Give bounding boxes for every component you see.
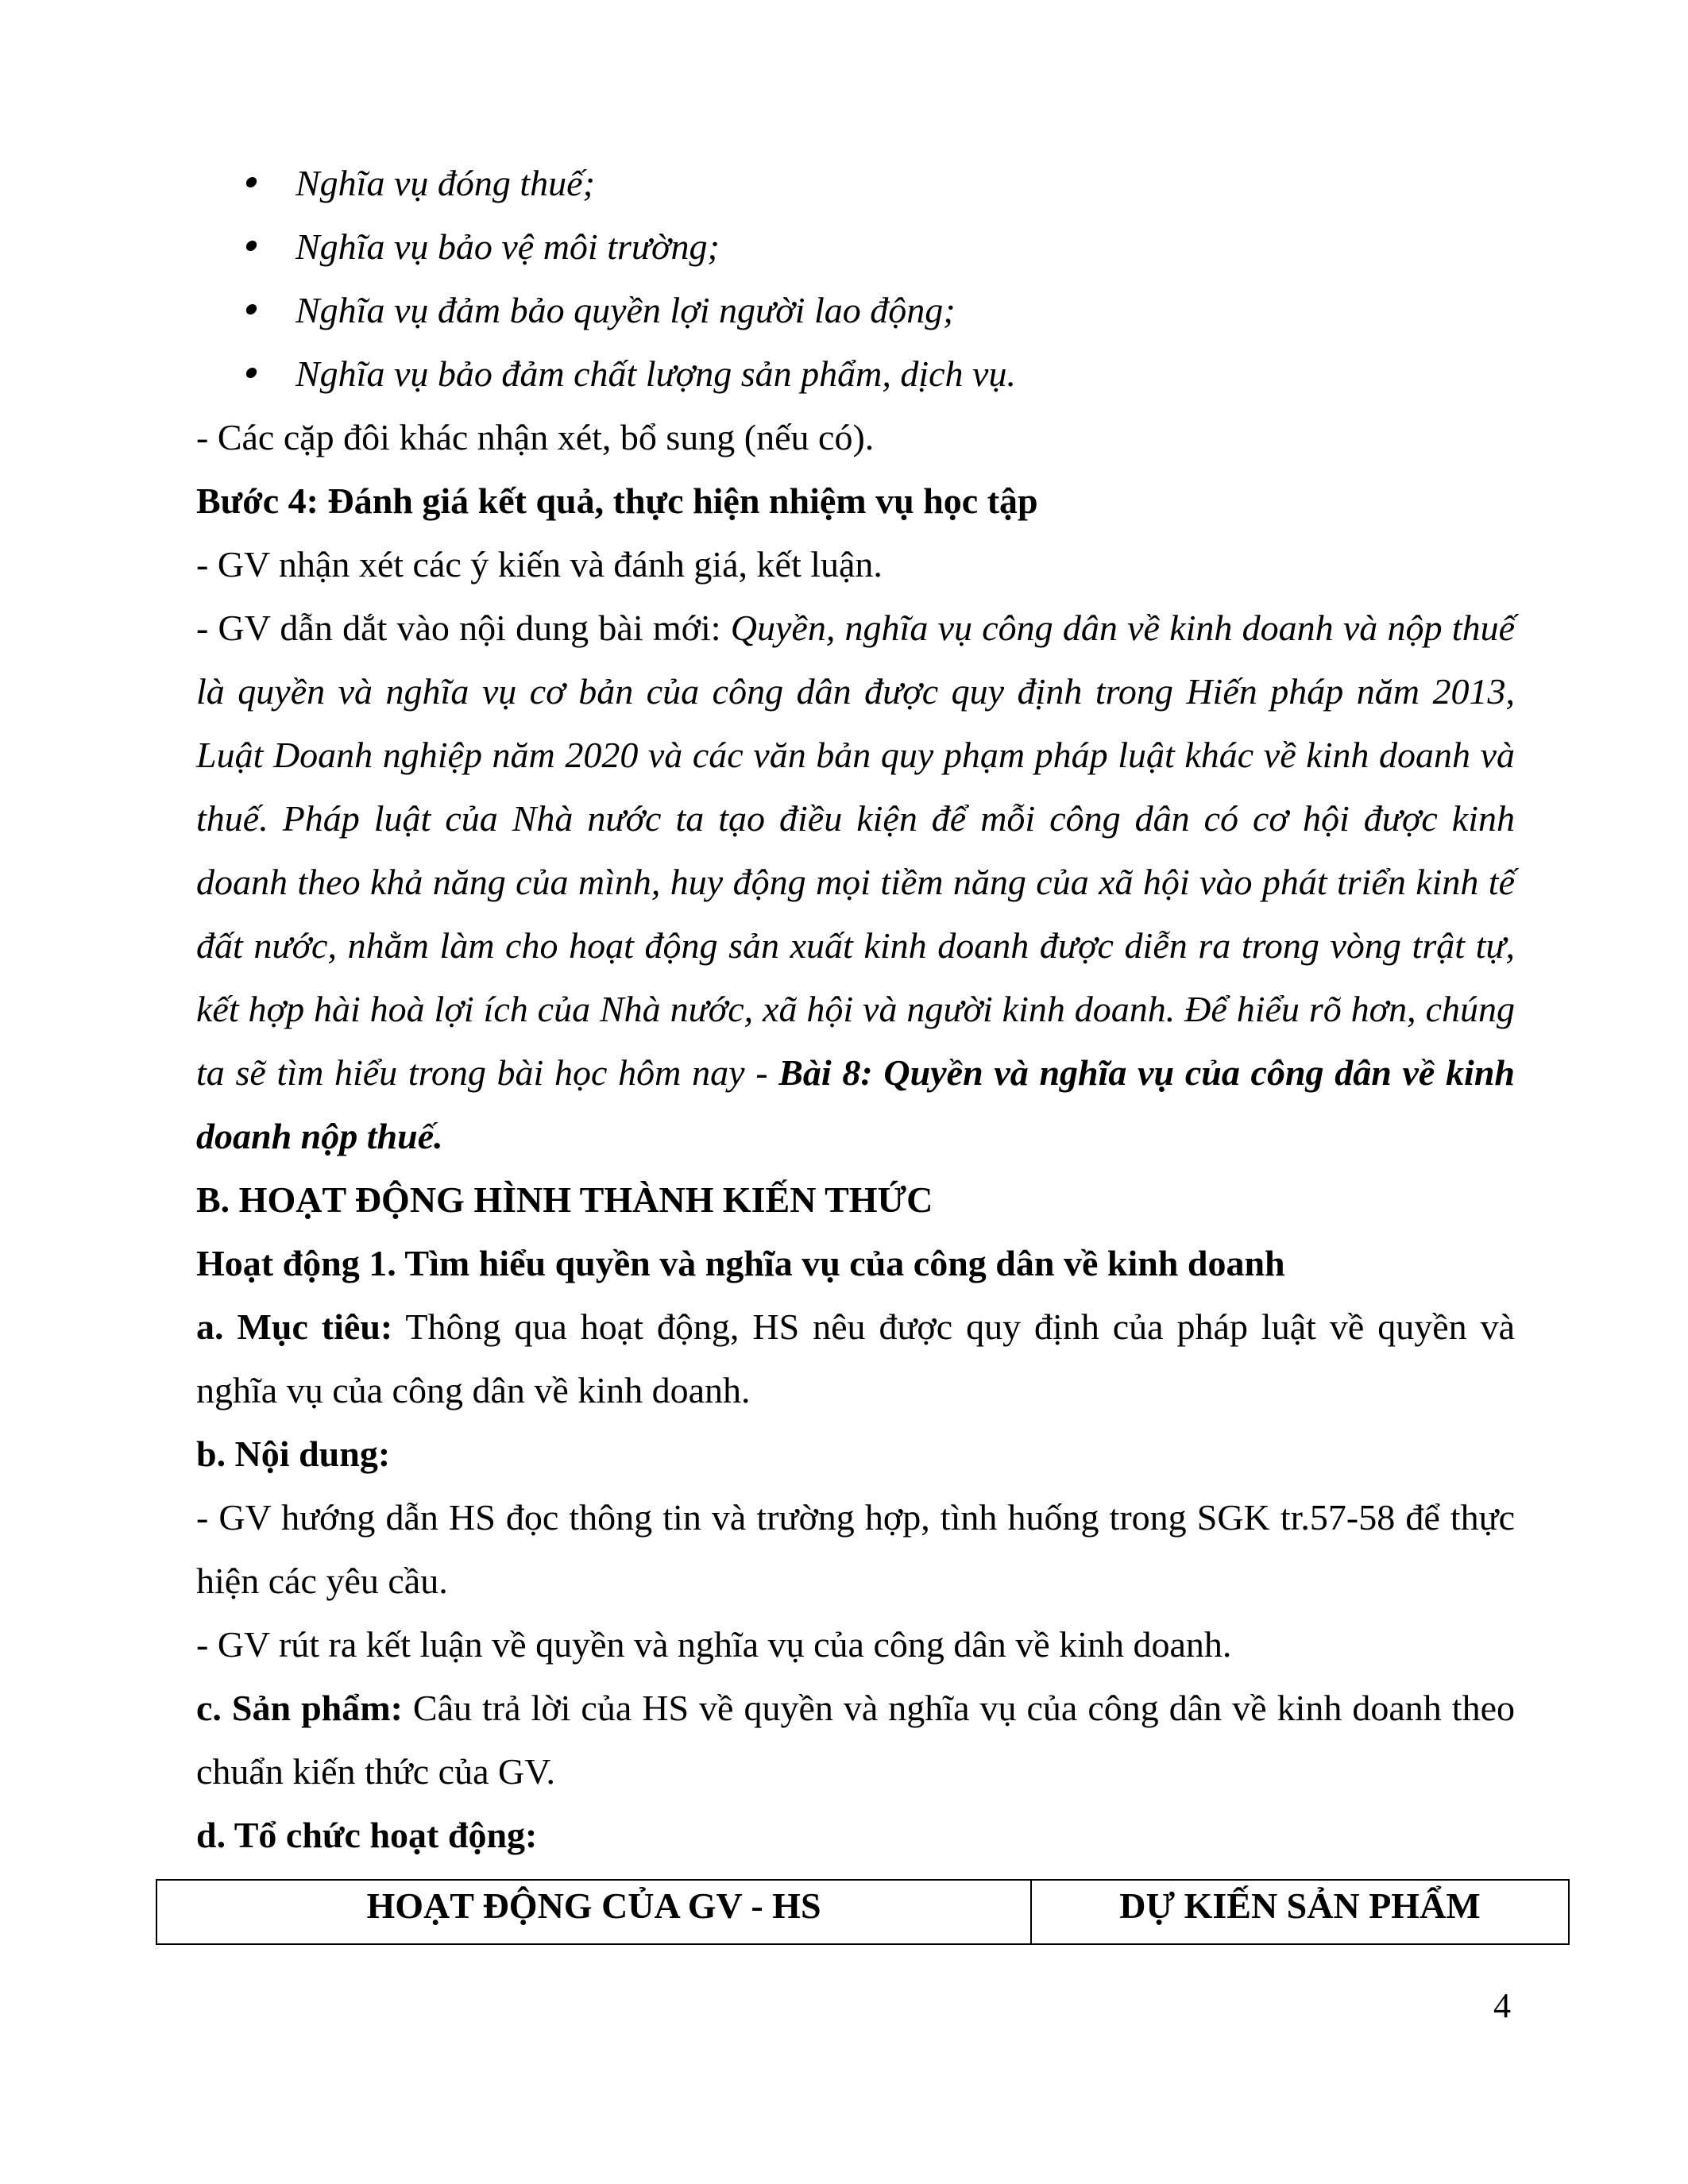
activity1-heading: Hoạt động 1. Tìm hiểu quyền và nghĩa vụ của công dân về kinh doanh — [196, 1243, 1285, 1283]
table-header-row — [156, 1880, 1569, 1944]
content-line: - GV rút ra kết luận về quyền và nghĩa vụ của công dân về kinh doanh. — [196, 1624, 1232, 1665]
activity-table — [156, 1879, 1570, 1945]
gv-comment: - GV nhận xét các ý kiến và đánh giá, kết luận. — [196, 544, 883, 585]
bullet-item — [196, 342, 1515, 406]
bullet-icon — [245, 177, 258, 187]
bullet-text: Nghĩa vụ đảm bảo quyền lợi người lao động; — [295, 290, 956, 330]
product-label: c. Sản phẩm: — [196, 1688, 403, 1728]
table-header-products: DỰ KIẾN SẢN PHẨM — [1031, 1880, 1569, 1944]
bullet-item — [196, 152, 1515, 215]
page-number: 4 — [1493, 1986, 1511, 2025]
bullet-item — [196, 215, 1515, 279]
objective-label: a. Mục tiêu: — [196, 1306, 393, 1347]
bullet-icon — [245, 368, 258, 378]
objective — [196, 1295, 1515, 1422]
bullet-item — [196, 279, 1515, 342]
bullet-text: Nghĩa vụ bảo đảm chất lượng sản phẩm, dịch vụ. — [295, 353, 1016, 394]
intro-lead: - GV dẫn dắt vào nội dung bài mới: — [196, 608, 731, 648]
pairs-comment: - Các cặp đôi khác nhận xét, bổ sung (nếu có). — [196, 417, 875, 457]
content-line: - GV hướng dẫn HS đọc thông tin và trường hợp, tình huống trong SGK tr.57-58 để thực hiện các yêu cầu. — [196, 1497, 1515, 1601]
bullet-icon — [245, 241, 258, 251]
intro-paragraph — [196, 596, 1515, 1168]
objective-text: Thông qua hoạt động, HS nêu được quy định của pháp luật về quyền và nghĩa vụ của công dân về kinh doanh. — [196, 1306, 1515, 1410]
intro-italic: Quyền, nghĩa vụ công dân về kinh doanh và nộp thuế là quyền và nghĩa vụ cơ bản của công dân được quy định trong Hiến pháp năm 2013, Luật Doanh nghiệp năm 2020 và các văn bản quy phạm pháp luật khác về kinh doanh và thuế. Pháp luật của Nhà nước ta tạo điều kiện để mỗi công dân có cơ hội được kinh doanh theo khả năng của mình, huy động mọi tiềm năng của xã hội vào phát triển kinh tế đất nước, nhằm làm cho hoạt động sản xuất kinh doanh được diễn ra trong vòng trật tự, kết hợp hài hoà lợi ích của Nhà nước, xã hội và người kinh doanh. Để hiểu rõ hơn, chúng ta sẽ tìm hiểu trong bài học hôm nay — [196, 608, 1515, 1093]
intro-dash: - — [744, 1052, 779, 1093]
product — [196, 1677, 1515, 1804]
bullet-icon — [245, 304, 258, 314]
product-text: Câu trả lời của HS về quyền và nghĩa vụ của công dân về kinh doanh theo chuẩn kiến thức của GV. — [196, 1688, 1515, 1792]
lesson-title: Bài 8: Quyền và nghĩa vụ của công dân về kinh doanh nộp thuế. — [196, 1052, 1516, 1156]
bullet-text: Nghĩa vụ bảo vệ môi trường; — [295, 226, 720, 267]
content-heading: b. Nội dung: — [196, 1433, 391, 1474]
table-header-activities: HOẠT ĐỘNG CỦA GV - HS — [156, 1880, 1031, 1944]
bullet-text: Nghĩa vụ đóng thuế; — [295, 163, 595, 203]
section-b-heading: B. HOẠT ĐỘNG HÌNH THÀNH KIẾN THỨC — [196, 1179, 933, 1220]
document-body — [196, 152, 1515, 1867]
step4-heading: Bước 4: Đánh giá kết quả, thực hiện nhiệm vụ học tập — [196, 480, 1038, 521]
organize-heading: d. Tổ chức hoạt động: — [196, 1815, 538, 1855]
